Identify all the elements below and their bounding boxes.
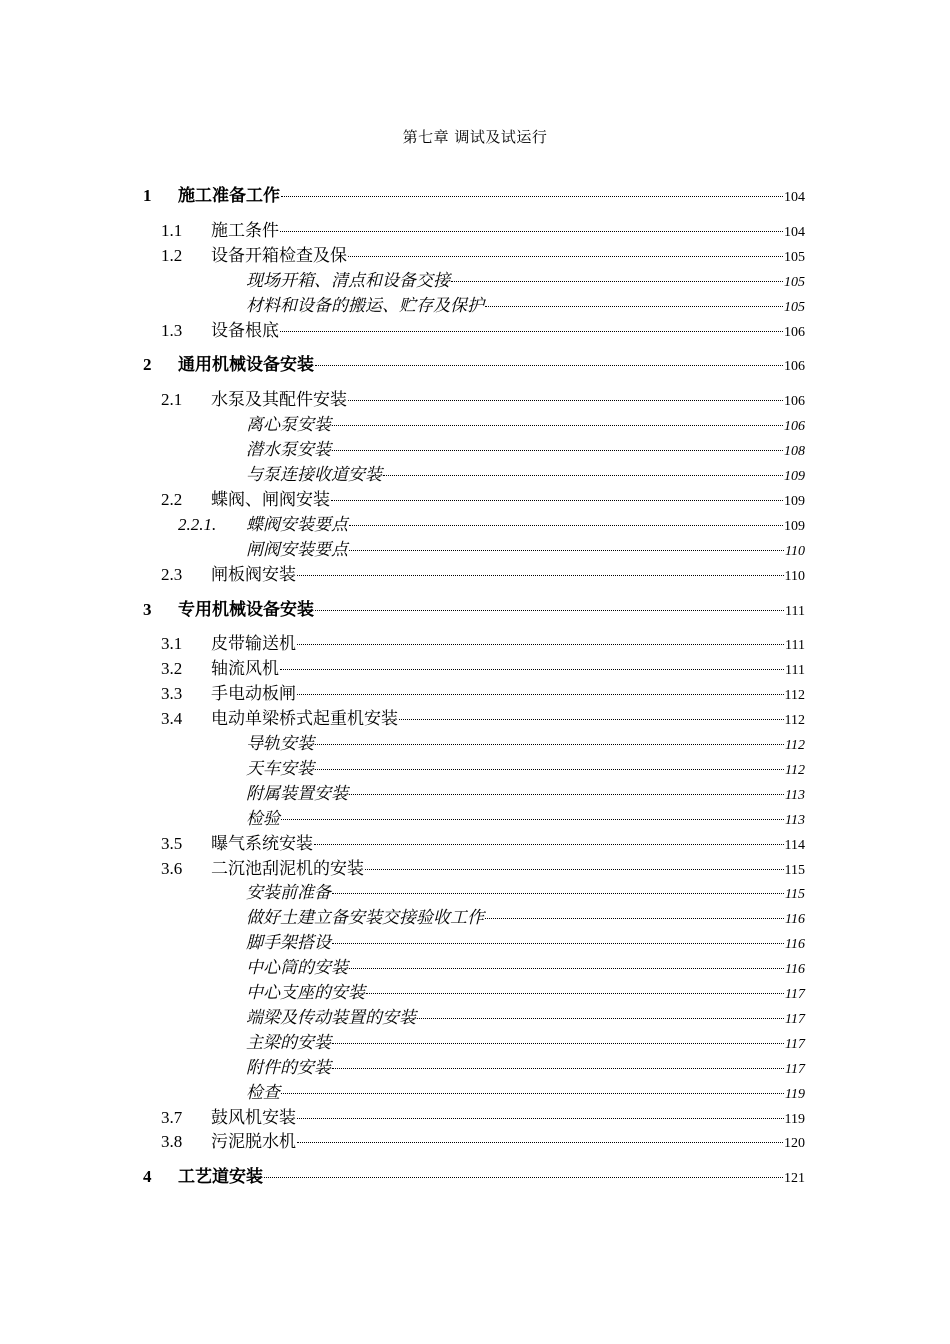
- toc-dot-leader: [451, 281, 783, 282]
- toc-dot-leader: [297, 1142, 783, 1143]
- toc-entry-title: 蝶阀、闸阀安装: [211, 489, 330, 510]
- toc-entry-page: 117: [785, 987, 805, 1002]
- toc-entry[interactable]: [143, 982, 805, 1006]
- toc-entry-title: 施工条件: [211, 220, 279, 241]
- toc-dot-leader: [417, 1018, 784, 1019]
- toc-entry-title: 手电动板闸: [211, 684, 296, 705]
- toc-entry-number: 3.3: [161, 684, 183, 704]
- toc-entry[interactable]: [143, 489, 805, 513]
- toc-entry-page: 109: [784, 518, 805, 534]
- toc-entry-title: 电动单梁桥式起重机安装: [211, 709, 398, 730]
- toc-entry-page: 116: [785, 937, 805, 953]
- toc-entry[interactable]: [143, 1131, 805, 1155]
- toc-entry-page: 109: [784, 493, 805, 509]
- toc-entry[interactable]: [143, 833, 805, 857]
- toc-entry-title: 曝气系统安装: [211, 833, 313, 854]
- toc-entry-page: 110: [785, 543, 805, 559]
- toc-entry-number: 2.3: [161, 564, 183, 584]
- toc-entry-title: 水泵及其配件安装: [211, 390, 347, 411]
- toc-entry-title: 闸板阀安装: [211, 564, 296, 585]
- toc-entry-title: 安装前准备: [246, 883, 331, 904]
- toc-dot-leader: [280, 231, 783, 232]
- toc-entry[interactable]: [143, 758, 805, 782]
- toc-dot-leader: [349, 525, 783, 526]
- toc-entry-page: 113: [785, 812, 805, 828]
- toc-entry-title: 工艺道安装: [178, 1167, 263, 1188]
- toc-dot-leader: [349, 550, 784, 551]
- toc-entry-title: 附属装置安装: [246, 783, 348, 804]
- toc-entry-title: 轴流风机: [211, 659, 279, 680]
- toc-entry-title: 现场开箱、清点和设备交接: [246, 270, 450, 291]
- toc-entry-page: 105: [784, 274, 805, 290]
- toc-entry-title: 导轨安装: [246, 734, 314, 754]
- toc-entry[interactable]: [143, 683, 805, 707]
- toc-entry-number: 2.1: [161, 390, 183, 410]
- toc-entry-page: 105: [784, 249, 805, 265]
- toc-entry[interactable]: [143, 389, 805, 413]
- toc-entry-number: 3.7: [161, 1107, 183, 1127]
- toc-entry-title: 中心支座的安装: [246, 983, 365, 1003]
- toc-dot-leader: [280, 331, 783, 332]
- toc-entry-title: 检验: [246, 808, 280, 829]
- toc-entry-number: 3.2: [161, 659, 183, 679]
- toc-entry-title: 材料和设备的搬运、贮存及保护: [246, 295, 484, 316]
- toc-entry-title: 专用机械设备安装: [178, 599, 314, 620]
- toc-entry[interactable]: [143, 1007, 805, 1031]
- toc-entry-title: 离心泵安装: [246, 415, 331, 436]
- toc-entry[interactable]: [143, 1107, 805, 1131]
- toc-entry-page: 109: [784, 469, 805, 484]
- toc-dot-leader: [315, 365, 783, 366]
- toc-entry-page: 119: [784, 1111, 805, 1127]
- toc-entry-page: 112: [784, 688, 805, 704]
- toc-entry[interactable]: [143, 957, 805, 981]
- toc-entry-page: 110: [784, 568, 805, 584]
- toc-entry[interactable]: [143, 633, 805, 657]
- toc-dot-leader: [399, 719, 784, 720]
- toc-dot-leader: [485, 306, 783, 307]
- toc-entry-number: 1.3: [161, 320, 183, 340]
- toc-entry[interactable]: [143, 1166, 805, 1190]
- toc-entry-page: 113: [785, 787, 805, 803]
- toc-entry-page: 112: [784, 713, 805, 729]
- toc-entry-page: 108: [784, 444, 805, 460]
- toc-entry[interactable]: [143, 295, 805, 319]
- toc-dot-leader: [315, 610, 784, 611]
- toc-entry[interactable]: [143, 185, 805, 209]
- toc-entry-title: 端梁及传动装置的安装: [246, 1007, 416, 1028]
- toc-entry[interactable]: [143, 1082, 805, 1106]
- toc-entry-title: 通用机械设备安装: [178, 355, 314, 376]
- toc-entry-page: 104: [784, 224, 805, 240]
- toc-dot-leader: [332, 450, 783, 451]
- toc-entry-number: 1.2: [161, 245, 183, 265]
- toc-entry-title: 与泵连接收道安装: [246, 465, 382, 485]
- toc-entry-page: 106: [784, 324, 805, 340]
- toc-dot-leader: [297, 644, 784, 645]
- toc-entry[interactable]: [143, 220, 805, 244]
- toc-entry-page: 116: [785, 962, 805, 978]
- toc-entry-title: 附件的安装: [246, 1057, 331, 1078]
- toc-dot-leader: [297, 694, 784, 695]
- toc-entry[interactable]: [143, 320, 805, 344]
- toc-entry-number: 2: [143, 355, 152, 375]
- toc-entry[interactable]: [143, 1057, 805, 1081]
- toc-entry[interactable]: [143, 708, 805, 732]
- toc-dot-leader: [280, 669, 784, 670]
- toc-dot-leader: [332, 425, 783, 426]
- toc-entry-title: 污泥脱水机: [211, 1132, 296, 1153]
- toc-dot-leader: [366, 993, 784, 994]
- toc-entry-page: 115: [784, 862, 805, 878]
- toc-entry-title: 潜水泵安装: [246, 440, 331, 461]
- toc-entry[interactable]: [143, 907, 805, 931]
- toc-entry[interactable]: [143, 514, 805, 538]
- toc-entry-number: 2.2.1.: [178, 514, 217, 534]
- toc-entry-title: 鼓风机安装: [211, 1107, 296, 1128]
- toc-dot-leader: [383, 475, 783, 476]
- toc-entry-page: 106: [784, 419, 805, 435]
- toc-entry-number: 2.2: [161, 489, 183, 509]
- toc-entry-title: 设备根底: [211, 320, 279, 341]
- toc-entry-title: 检查: [246, 1082, 280, 1103]
- toc-entry-number: 3.6: [161, 858, 183, 878]
- toc-dot-leader: [332, 1068, 784, 1069]
- toc-dot-leader: [281, 819, 784, 820]
- toc-entry[interactable]: [143, 270, 805, 294]
- toc-entry[interactable]: [143, 564, 805, 588]
- toc-entry-title: 中心筒的安装: [246, 958, 348, 979]
- toc-entry[interactable]: [143, 599, 805, 623]
- toc-dot-leader: [349, 794, 784, 795]
- toc-entry-page: 120: [784, 1136, 805, 1152]
- toc-entry-title: 施工准备工作: [178, 186, 280, 206]
- toc-entry-page: 112: [785, 738, 805, 753]
- toc-entry-page: 111: [785, 603, 805, 619]
- toc-entry[interactable]: [143, 414, 805, 438]
- toc-dot-leader: [348, 400, 783, 401]
- toc-entry[interactable]: [143, 808, 805, 832]
- toc-entry-number: 3.1: [161, 634, 183, 654]
- toc-entry-page: 121: [784, 1171, 805, 1187]
- toc-entry[interactable]: [143, 464, 805, 488]
- toc-dot-leader: [264, 1177, 783, 1178]
- toc-dot-leader: [297, 575, 784, 576]
- toc-entry-page: 117: [785, 1011, 805, 1027]
- toc-entry[interactable]: [143, 783, 805, 807]
- toc-entry-number: 3.8: [161, 1132, 183, 1152]
- toc-entry-page: 105: [784, 299, 805, 315]
- toc-entry-page: 117: [785, 1036, 805, 1052]
- toc-dot-leader: [331, 500, 783, 501]
- toc-entry-number: 3: [143, 599, 152, 619]
- toc-dot-leader: [297, 1118, 784, 1119]
- toc-entry-page: 114: [784, 837, 805, 853]
- toc-dot-leader: [485, 918, 784, 919]
- toc-entry-title: 设备开箱检查及保: [211, 245, 347, 266]
- toc-dot-leader: [315, 744, 784, 745]
- toc-dot-leader: [332, 893, 784, 894]
- toc-entry-page: 117: [785, 1061, 805, 1077]
- toc-entry-number: 1.1: [161, 220, 183, 240]
- toc-entry-title: 蝶阀安装要点: [246, 514, 348, 535]
- toc-entry-number: 4: [143, 1167, 152, 1187]
- toc-dot-leader: [315, 769, 784, 770]
- toc-entry-title: 闸阀安装要点: [246, 539, 348, 560]
- toc-entry-title: 主梁的安装: [246, 1032, 331, 1053]
- toc-entry-page: 104: [784, 190, 805, 205]
- toc-entry-number: 1: [143, 186, 152, 205]
- toc-dot-leader: [348, 256, 783, 257]
- toc-dot-leader: [332, 1043, 784, 1044]
- toc-entry-page: 112: [785, 762, 805, 778]
- toc-entry-page: 116: [785, 912, 805, 928]
- toc-entry-number: 3.4: [161, 709, 183, 729]
- toc-entry-page: 115: [785, 887, 805, 903]
- toc-dot-leader: [281, 1093, 784, 1094]
- toc-entry-page: 119: [785, 1086, 805, 1102]
- toc-entry-page: 106: [784, 359, 805, 375]
- toc-entry[interactable]: [143, 354, 805, 378]
- toc-entry[interactable]: [143, 733, 805, 757]
- toc-dot-leader: [314, 844, 784, 845]
- toc-dot-leader: [365, 869, 784, 870]
- toc-entry-page: 111: [785, 638, 805, 654]
- toc-entry-title: 二沉池刮泥机的安装: [211, 858, 364, 879]
- toc-entry[interactable]: [143, 932, 805, 956]
- toc-entry-title: 脚手架搭设: [246, 933, 331, 954]
- toc-entry-title: 做好土建立备安装交接验收工作: [246, 908, 484, 929]
- toc-entry-page: 106: [784, 394, 805, 410]
- toc-entry[interactable]: [143, 658, 805, 682]
- toc-entry[interactable]: [143, 1032, 805, 1056]
- chapter-header: 第七章 调试及试运行: [402, 128, 548, 146]
- toc-entry-number: 3.5: [161, 833, 183, 853]
- toc-entry-title: 皮带输送机: [211, 634, 296, 655]
- toc-entry[interactable]: [143, 882, 805, 906]
- toc-entry[interactable]: [143, 539, 805, 563]
- toc-entry[interactable]: [143, 245, 805, 269]
- toc-dot-leader: [332, 943, 784, 944]
- toc-entry[interactable]: [143, 858, 805, 882]
- toc-dot-leader: [349, 968, 784, 969]
- toc-entry-page: 111: [785, 663, 805, 679]
- toc-entry-title: 天车安装: [246, 758, 314, 779]
- toc-dot-leader: [281, 196, 783, 197]
- toc-entry[interactable]: [143, 439, 805, 463]
